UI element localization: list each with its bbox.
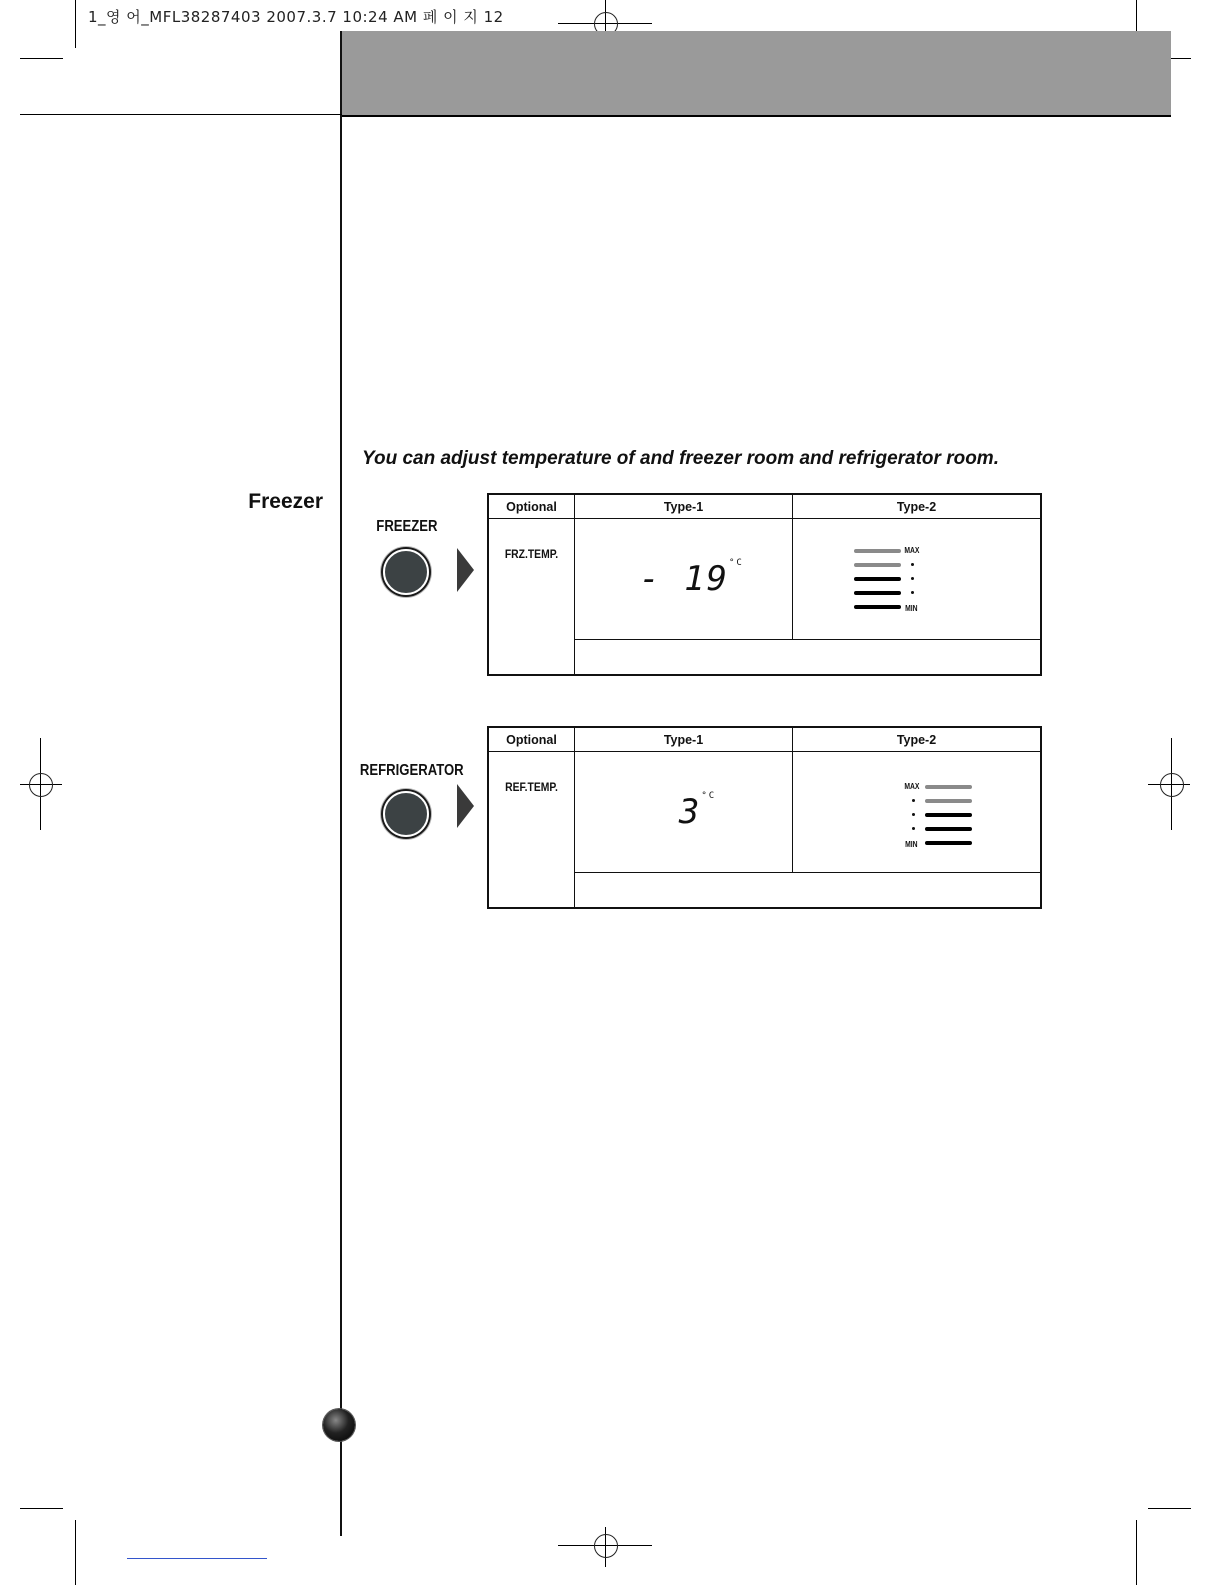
level-bars [793, 520, 1040, 638]
level-min-label: MIN [905, 839, 918, 849]
level-dot [912, 827, 915, 830]
header-type2: Type-2 [793, 727, 1042, 752]
level-bar [925, 799, 972, 803]
level-bar [854, 563, 901, 567]
lcd-display [639, 559, 744, 599]
section-title: Freezer [248, 490, 323, 513]
type2-display [793, 752, 1042, 873]
notes-cell [575, 872, 1042, 908]
refrigerator-table [487, 726, 1042, 909]
ref-temp-label: REF.TEMP. [505, 781, 558, 794]
intro-text: You can adjust temperature of and freezer room and refrigerator room. [362, 448, 999, 469]
blue-rule [127, 1558, 267, 1559]
level-min-label: MIN [905, 603, 918, 613]
lcd-value: 3 [678, 791, 702, 832]
margin-line [340, 31, 342, 1536]
crop-mark [20, 1508, 63, 1509]
level-bar [854, 577, 901, 581]
level-bars [793, 753, 1040, 871]
level-dot [911, 591, 914, 594]
freezer-button-label: FREEZER [376, 518, 438, 535]
level-max-label: MAX [904, 781, 920, 791]
refrigerator-button-label: REFRIGERATOR [359, 762, 464, 779]
notes-cell [575, 639, 1042, 675]
header-type1: Type-1 [575, 727, 793, 752]
level-bar [854, 591, 901, 595]
freezer-table [487, 493, 1042, 676]
type2-display [793, 519, 1042, 640]
header-type1: Type-1 [575, 494, 793, 519]
level-max-label: MAX [904, 545, 920, 555]
header-optional: Optional [488, 727, 575, 752]
refrigerator-button[interactable] [383, 791, 429, 837]
level-bar [925, 827, 972, 831]
lcd-display [679, 792, 716, 832]
level-bar [854, 549, 901, 553]
page-number-marker [323, 1409, 355, 1441]
header-type2: Type-2 [793, 494, 1042, 519]
arrow-right-icon [457, 784, 474, 828]
freezer-button[interactable] [383, 549, 429, 595]
type1-display [575, 519, 793, 640]
lcd-value: - 19 [639, 558, 730, 599]
row-label-cell [488, 752, 575, 909]
crop-mark [1148, 1508, 1191, 1509]
level-bar [925, 841, 972, 845]
top-rule [20, 114, 342, 115]
crop-mark [1136, 1520, 1137, 1585]
lcd-unit: °C [729, 558, 744, 569]
level-dot [912, 799, 915, 802]
crop-mark [75, 1520, 76, 1585]
level-bar [854, 605, 901, 609]
level-bar [925, 813, 972, 817]
row-label-cell [488, 519, 575, 676]
lcd-unit: °C [701, 791, 717, 802]
crop-mark [20, 58, 63, 59]
frz-temp-label: FRZ.TEMP. [504, 548, 559, 561]
header-bar [341, 31, 1171, 117]
level-dot [911, 563, 914, 566]
header-optional: Optional [488, 494, 575, 519]
level-dot [911, 577, 914, 580]
print-header: 1_영 어_MFL38287403 2007.3.7 10:24 AM 페 이 지 12 [88, 8, 504, 26]
crop-mark [75, 0, 76, 48]
arrow-right-icon [457, 548, 474, 592]
type1-display [575, 752, 793, 873]
level-dot [912, 813, 915, 816]
level-bar [925, 785, 972, 789]
